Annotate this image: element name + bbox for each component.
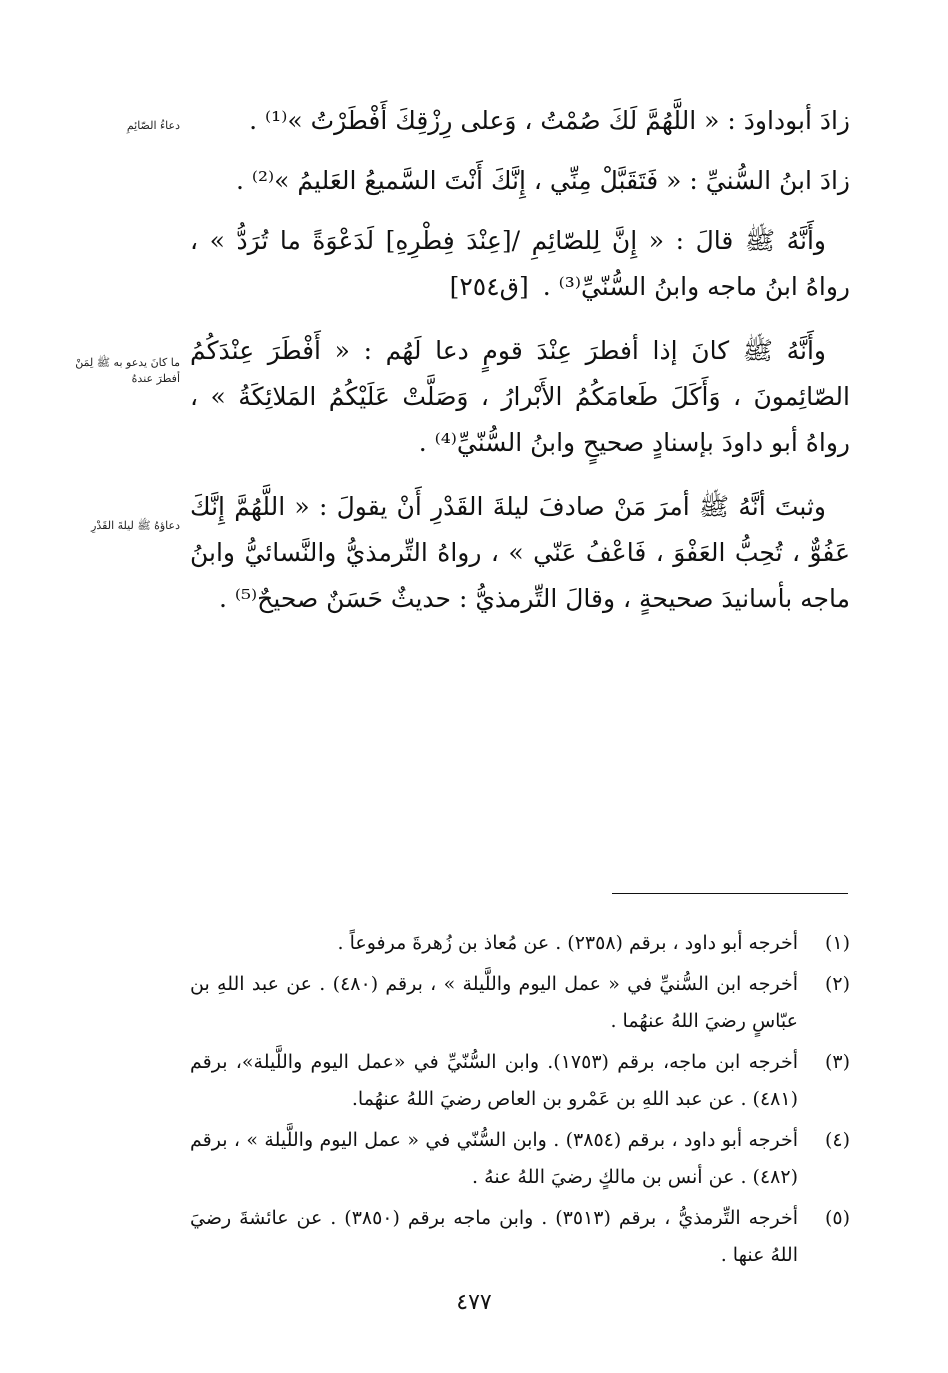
page-number: ٤٧٧: [456, 1290, 492, 1315]
paragraph-text: زادَ ابنُ السُّنيِّ : « فَتَقَبَّلْ مِنِّي ، إِنَّكَ أَنْتَ السَّميعُ العَليمُ »⁽²⁾ .: [235, 166, 850, 195]
paragraph-text: وثبتَ أنَّهُ ﷺ أمرَ مَنْ صادفَ ليلةَ القَدْرِ أَنْ يقولَ : « اللَّهُمَّ إِنَّكَ عَفُوٌّ ، تُحِبُّ العَفْوَ ، فَاعْفُ عَنّي » ، رواهُ التِّرمذيُّ والنَّسائيُّ وابنُ ماجه بأسانيدَ صحيحةٍ ، وقالَ التِّرمذيُّ : حديثٌ حَسَنٌ صحيحٌ⁽⁵⁾ .: [190, 492, 850, 613]
footnote: [190, 1044, 850, 1118]
footnote-text: أخرجه أبو داود ، برقم (٢٣٥٨) . عن مُعاذ بن زُهرةَ مرفوعاً .: [337, 932, 798, 954]
footnote-number: (٥): [824, 1207, 850, 1229]
manuscript-reference: [ق٢٥٤]: [449, 272, 529, 301]
footnote: [190, 925, 850, 962]
footnotes: [190, 925, 850, 1278]
footnote-text: أخرجه التِّرمذيُّ ، برقم (٣٥١٣) . وابن ماجه برقم (٣٨٥٠) . عن عائشةَ رضيَ اللهُ عنها .: [190, 1207, 799, 1266]
footnote-divider: [612, 893, 848, 894]
footnote: [190, 966, 850, 1040]
footnote-number: (٤): [824, 1129, 850, 1151]
footnote: [190, 1200, 850, 1274]
footnote-text: أخرجه أبو داود ، برقم (٣٨٥٤) . وابن السُّنّي في « عمل اليوم واللَّيلة » ، برقم (٤٨٢) . عن أنس بن مالكٍ رضيَ اللهُ عنهُ .: [190, 1129, 798, 1188]
paragraph-laylat-al-qadr: [190, 484, 850, 622]
main-text: [190, 98, 850, 640]
side-note-fasting-dua: دعاءُ الصّائِمِ: [126, 119, 180, 132]
footnote-number: (٣): [824, 1051, 850, 1073]
side-note-laylat-al-qadr: دعاؤهُ ﷺ ليلةَ القَدْرِ: [91, 519, 180, 532]
footnote-text: أخرجه ابن ماجه، برقم (١٧٥٣). وابن السُّنّيِّ في «عمل اليوم واللَّيلة»، برقم (٤٨١) . عن عبد اللهِ بن عَمْرو بن العاص رضيَ اللهُ عنهُما.: [190, 1051, 799, 1110]
paragraph-ibn-sunni-addition: [190, 158, 850, 204]
footnote-text: أخرجه ابن السُّنيِّ في « عمل اليوم واللَّيلة » ، برقم (٤٨٠) . عن عبد اللهِ بن عبّاسٍ رضيَ اللهُ عنهُما .: [190, 973, 798, 1032]
footnote: [190, 1122, 850, 1196]
footnote-number: (٢): [824, 973, 850, 995]
paragraph-text: وأَنَّهُ ﷺ قالَ : « إِنَّ لِلصّائِمِ /[عِنْدَ فِطْرِهِ] لَدَعْوَةً ما تُرَدُّ » ، رواهُ ابنُ ماجه وابنُ السُّنّيِّ⁽³⁾ .: [190, 226, 850, 301]
paragraph-text: وأَنَّهُ ﷺ كانَ إذا أفطرَ عِنْدَ قومٍ دعا لَهُم : « أَفْطَرَ عِنْدَكُمُ الصّائِمونَ ، وَأَكَلَ طَعامَكُمُ الأَبْرارُ ، وَصَلَّتْ عَلَيْكُمُ المَلائِكَةُ » ، رواهُ أبو داودَ بإسنادٍ صحيحٍ وابنُ السُّنّيِّ⁽⁴⁾ .: [190, 336, 850, 457]
paragraph-host-dua: [190, 328, 850, 466]
side-note-host-dua: ما كانَ يدعو به ﷺ لِمَنْ أفطرَ عندهُ: [75, 356, 180, 385]
paragraph-text: زادَ أبوداودَ : « اللَّهُمَّ لَكَ صُمْتُ ، وَعلى رِزْقِكَ أَفْطَرْتُ »⁽¹⁾ .: [249, 106, 850, 135]
paragraph-fasting-person-dua: [190, 218, 850, 310]
footnote-number: (١): [824, 932, 850, 954]
paragraph-fasting-dua: [190, 98, 850, 144]
